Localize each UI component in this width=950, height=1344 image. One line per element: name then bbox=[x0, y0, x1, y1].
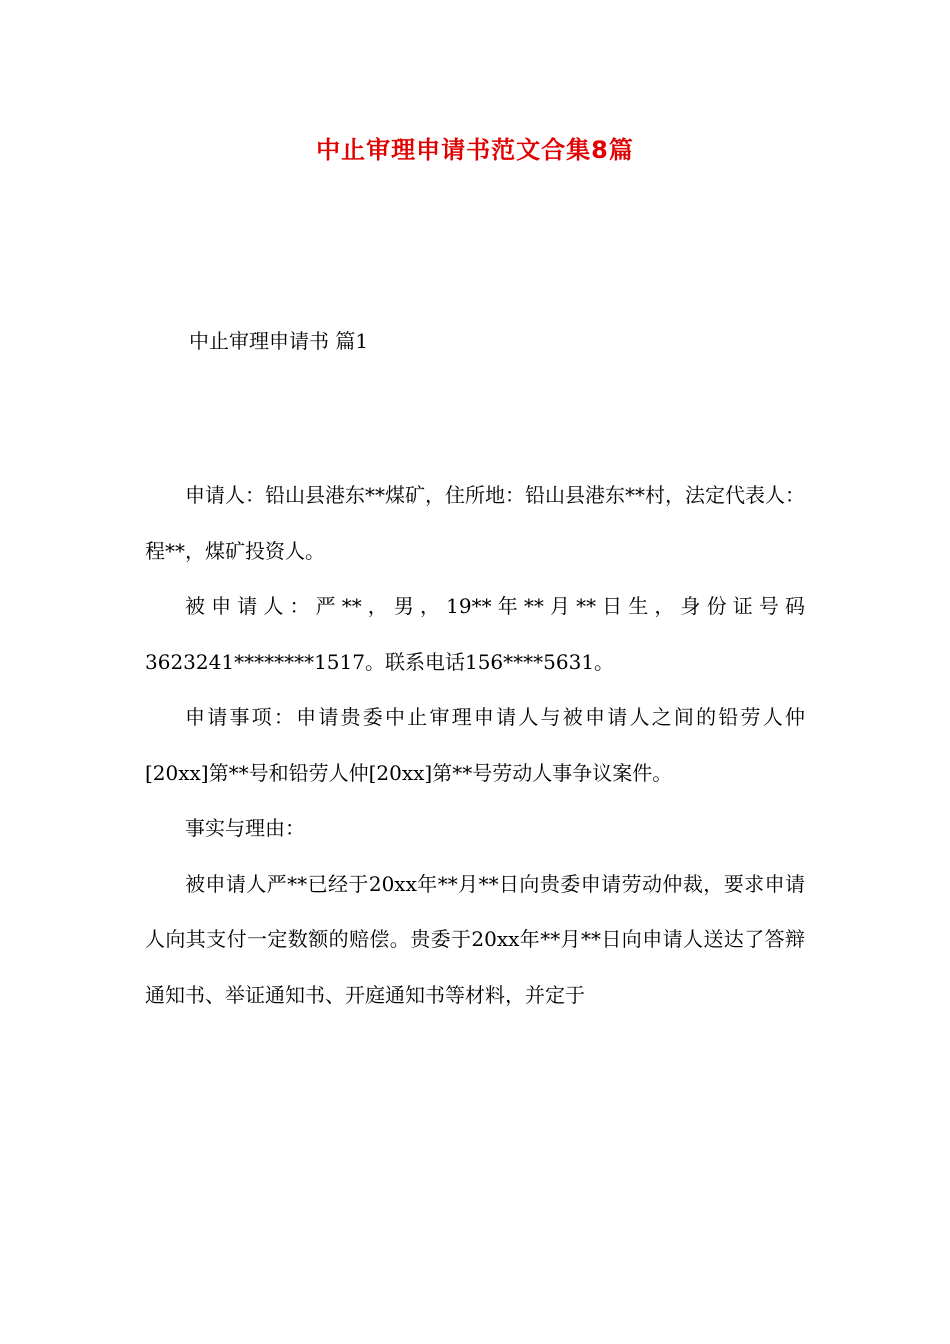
paragraph-facts-heading: 事实与理由： bbox=[185, 816, 305, 840]
paragraph-facts-body: 被申请人严**已经于20xx年**月**日向贵委申请劳动仲裁，要求申请人向其支付一定数额的赔偿。贵委于20xx年**月**日向申请人送达了答辩通知书、举证通知书、开庭通知书等材料，并定于 bbox=[145, 871, 805, 1007]
paragraph-application-matter: 申请事项：申请贵委中止审理申请人与被申请人之间的铅劳人仲[20xx]第**号和铅劳人仲[20xx]第**号劳动人事争议案件。 bbox=[145, 705, 805, 785]
paragraph-applicant: 申请人：铅山县港东**煤矿，住所地：铅山县港东**村，法定代表人：程**，煤矿投资人。 bbox=[145, 483, 805, 563]
section-heading: 中止审理申请书 篇1 bbox=[189, 329, 369, 353]
document-body bbox=[145, 468, 805, 1023]
document-title: 中止审理申请书范文合集8篇 bbox=[316, 136, 634, 164]
paragraph-respondent: 被申请人：严**，男，19**年**月**日生，身份证号码3623241********1517。联系电话156****5631。 bbox=[145, 594, 805, 674]
